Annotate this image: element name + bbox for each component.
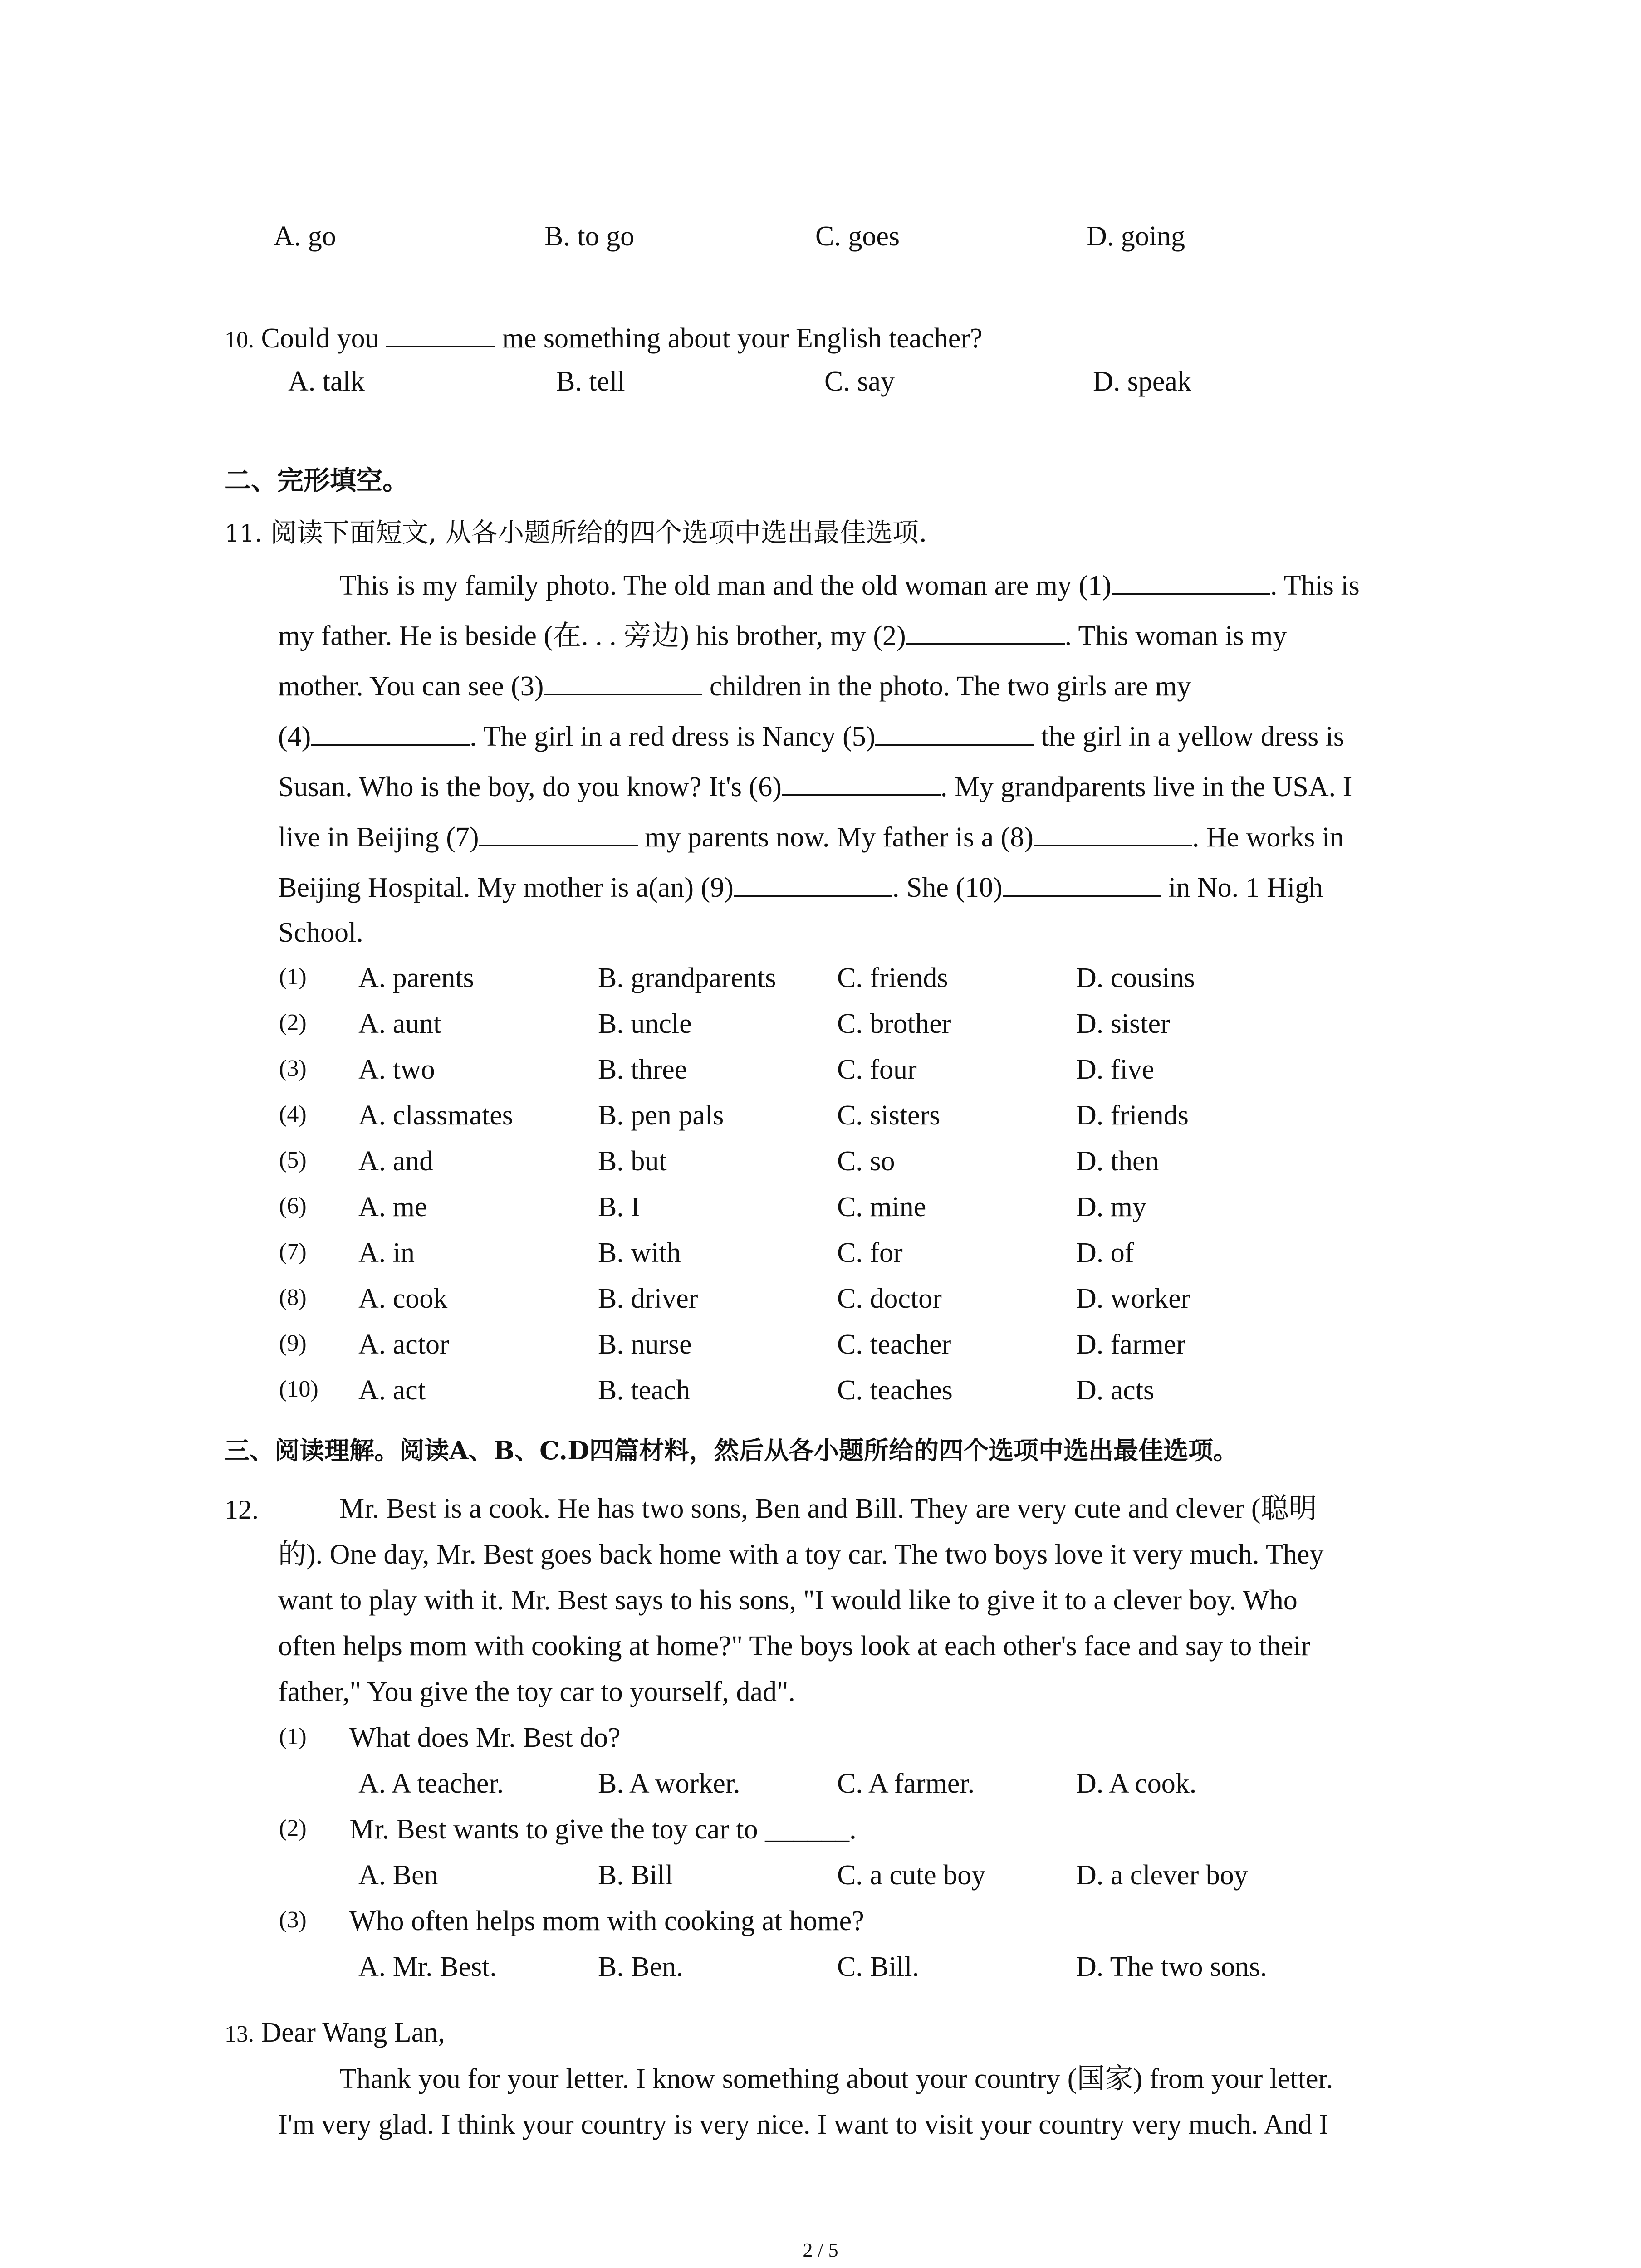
passage-line-4 — [278, 720, 1344, 751]
passage-line-2 — [278, 620, 1287, 650]
choice-c: C. friends — [837, 963, 948, 993]
q10-stem-b: me something about your English teacher? — [502, 323, 983, 354]
passage-text: This is my family photo. The old man and the old woman are my (1) — [339, 570, 1112, 601]
q11-sub-number: (9) — [279, 1330, 307, 1356]
q11-sub-number: (4) — [279, 1101, 307, 1127]
choice-a: A. parents — [358, 963, 474, 993]
q10-number: 10. — [225, 327, 254, 353]
choice-a: A. Ben — [358, 1860, 438, 1891]
q11-instruction: 阅读下面短文, 从各小题所给的四个选项中选出最佳选项. — [270, 517, 927, 548]
q12-sub-stem: Who often helps mom with cooking at home? — [349, 1906, 864, 1936]
choice-a: A. actor — [358, 1329, 449, 1360]
choice-a: A. me — [358, 1192, 427, 1222]
choice-d: D. a clever boy — [1076, 1860, 1248, 1891]
q12-sub-number: (3) — [279, 1907, 307, 1933]
passage-text: . The girl in a red dress is Nancy (5) — [470, 721, 876, 752]
q9-option-c: C. goes — [815, 221, 900, 252]
choice-a: A. classmates — [358, 1100, 513, 1131]
q9-option-d: D. going — [1087, 221, 1185, 252]
choice-d: D. acts — [1076, 1375, 1155, 1406]
choice-c: C. a cute boy — [837, 1860, 986, 1891]
choice-b: B. I — [598, 1192, 640, 1222]
q12-sub-number: (2) — [279, 1815, 307, 1841]
q9-option-b: B. to go — [544, 221, 635, 252]
q13-passage-line: I'm very glad. I think your country is very nice. I want to visit your country very much. And I — [278, 2109, 1329, 2140]
q11-sub-number: (6) — [279, 1193, 307, 1219]
passage-text: School. — [278, 917, 363, 948]
q10-blank — [386, 322, 495, 347]
choice-b: B. pen pals — [598, 1100, 724, 1131]
choice-b: B. grandparents — [598, 963, 776, 993]
choice-a: A. and — [358, 1146, 434, 1177]
q11-sub-number: (2) — [279, 1010, 307, 1036]
choice-d: D. The two sons. — [1076, 1951, 1267, 1982]
passage-text: . She (10) — [892, 872, 1003, 903]
passage-text: the girl in a yellow dress is — [1034, 721, 1345, 752]
choice-d: D. friends — [1076, 1100, 1189, 1131]
choice-b: B. three — [598, 1054, 687, 1085]
passage-text: in No. 1 High — [1161, 872, 1323, 903]
choice-a: A. two — [358, 1054, 435, 1085]
choice-c: C. teacher — [837, 1329, 951, 1360]
q13-passage-line: Thank you for your letter. I know something about your country (国家) from your letter. — [339, 2063, 1333, 2094]
q11-sub-number: (1) — [279, 964, 307, 990]
blank-1 — [1112, 569, 1270, 595]
blank-8 — [1034, 821, 1192, 846]
choice-d: D. sister — [1076, 1008, 1170, 1039]
passage-text: . This woman is my — [1064, 621, 1287, 651]
q10-option-b: B. tell — [556, 366, 625, 397]
q10-option-c: C. say — [824, 366, 895, 397]
q12-passage-line: 的). One day, Mr. Best goes back home with a toy car. The two boys love it very much. They — [278, 1539, 1324, 1570]
choice-c: C. Bill. — [837, 1951, 919, 1982]
q9-option-a: A. go — [274, 221, 336, 252]
q11-sub-number: (5) — [279, 1147, 307, 1173]
q10-option-a: A. talk — [288, 366, 365, 397]
choice-c: C. teaches — [837, 1375, 953, 1406]
passage-text: Beijing Hospital. My mother is a(an) (9) — [278, 872, 734, 903]
q12-passage-line: want to play with it. Mr. Best says to his sons, "I would like to give it to a clever boy. Who — [278, 1585, 1298, 1616]
choice-b: B. nurse — [598, 1329, 692, 1360]
q11-sub-number: (8) — [279, 1285, 307, 1310]
passage-text: mother. You can see (3) — [278, 671, 544, 702]
q12-sub-stem: What does Mr. Best do? — [349, 1722, 621, 1753]
q11-sub-number: (7) — [279, 1239, 307, 1265]
choice-c: C. for — [837, 1237, 903, 1268]
q12-passage-line: Mr. Best is a cook. He has two sons, Ben and Bill. They are very cute and clever (聪明 — [339, 1493, 1317, 1524]
blank-2 — [906, 620, 1065, 645]
choice-b: B. Bill — [598, 1860, 673, 1891]
passage-line-5 — [278, 771, 1352, 801]
choice-d: D. five — [1076, 1054, 1155, 1085]
choice-c: C. so — [837, 1146, 895, 1177]
blank-4 — [311, 720, 470, 746]
passage-text: Susan. Who is the boy, do you know? It's (6) — [278, 772, 782, 802]
choice-c: C. doctor — [837, 1283, 942, 1314]
blank-10 — [1003, 871, 1161, 897]
q12-number: 12. — [225, 1495, 259, 1525]
choice-d: D. my — [1076, 1192, 1146, 1222]
passage-text: my parents now. My father is a (8) — [637, 822, 1034, 853]
blank-6 — [782, 771, 941, 796]
q10-stem-a: Could you — [261, 323, 379, 354]
q12-sub-number: (1) — [279, 1724, 307, 1750]
choice-a: A. cook — [358, 1283, 448, 1314]
choice-c: C. brother — [837, 1008, 951, 1039]
q13-greeting: Dear Wang Lan, — [261, 2017, 445, 2048]
choice-b: B. uncle — [598, 1008, 692, 1039]
q10-stem — [225, 322, 982, 352]
q12-passage-line: father," You give the toy car to yourself, dad". — [278, 1677, 795, 1707]
section2-heading: 二、完形填空。 — [225, 465, 409, 496]
q12-passage-line: often helps mom with cooking at home?" The boys look at each other's face and say to their — [278, 1631, 1311, 1662]
passage-text: . This is — [1270, 570, 1360, 601]
choice-d: D. cousins — [1076, 963, 1195, 993]
passage-line-6 — [278, 821, 1344, 851]
passage-line-1 — [339, 569, 1360, 600]
passage-line-7 — [278, 871, 1323, 902]
choice-a: A. aunt — [358, 1008, 441, 1039]
passage-text: children in the photo. The two girls are my — [702, 671, 1191, 702]
blank-9 — [734, 871, 892, 897]
section3-heading: 三、阅读理解。阅读A、B、C.D四篇材料，然后从各小题所给的四个选项中选出最佳选项。 — [225, 1436, 1238, 1465]
choice-b: B. driver — [598, 1283, 698, 1314]
passage-line-3 — [278, 670, 1191, 700]
passage-text: my father. He is beside (在. . . 旁边) his brother, my (2) — [278, 621, 906, 651]
page-number: 2 / 5 — [803, 2239, 838, 2261]
passage-line-8 — [278, 919, 363, 947]
choice-a: A. in — [358, 1237, 415, 1268]
choice-b: B. but — [598, 1146, 667, 1177]
passage-text: (4) — [278, 721, 311, 752]
choice-b: B. teach — [598, 1375, 691, 1406]
q11-instruction-line — [225, 519, 927, 546]
passage-text: live in Beijing (7) — [278, 822, 479, 853]
passage-text: . My grandparents live in the USA. I — [940, 772, 1352, 802]
choice-d: D. worker — [1076, 1283, 1190, 1314]
choice-b: B. A worker. — [598, 1768, 740, 1799]
q13-greeting-line — [225, 2019, 445, 2047]
blank-3 — [544, 670, 702, 695]
choice-d: D. farmer — [1076, 1329, 1185, 1360]
q11-sub-number: (3) — [279, 1056, 307, 1081]
choice-a: A. Mr. Best. — [358, 1951, 497, 1982]
choice-a: A. A teacher. — [358, 1768, 504, 1799]
choice-d: D. of — [1076, 1237, 1134, 1268]
q11-sub-number: (10) — [279, 1376, 318, 1402]
choice-d: D. A cook. — [1076, 1768, 1197, 1799]
choice-d: D. then — [1076, 1146, 1159, 1177]
choice-c: C. A farmer. — [837, 1768, 975, 1799]
choice-c: C. sisters — [837, 1100, 941, 1131]
q11-number: 11. — [225, 520, 262, 547]
choice-c: C. four — [837, 1054, 917, 1085]
blank-5 — [875, 720, 1034, 746]
choice-b: B. Ben. — [598, 1951, 683, 1982]
q13-number: 13. — [225, 2021, 254, 2047]
choice-c: C. mine — [837, 1192, 926, 1222]
choice-b: B. with — [598, 1237, 681, 1268]
choice-a: A. act — [358, 1375, 426, 1406]
passage-text: . He works in — [1192, 822, 1344, 853]
blank-7 — [479, 821, 638, 846]
q10-option-d: D. speak — [1093, 366, 1191, 397]
q12-sub-stem: Mr. Best wants to give the toy car to ______. — [349, 1814, 857, 1845]
